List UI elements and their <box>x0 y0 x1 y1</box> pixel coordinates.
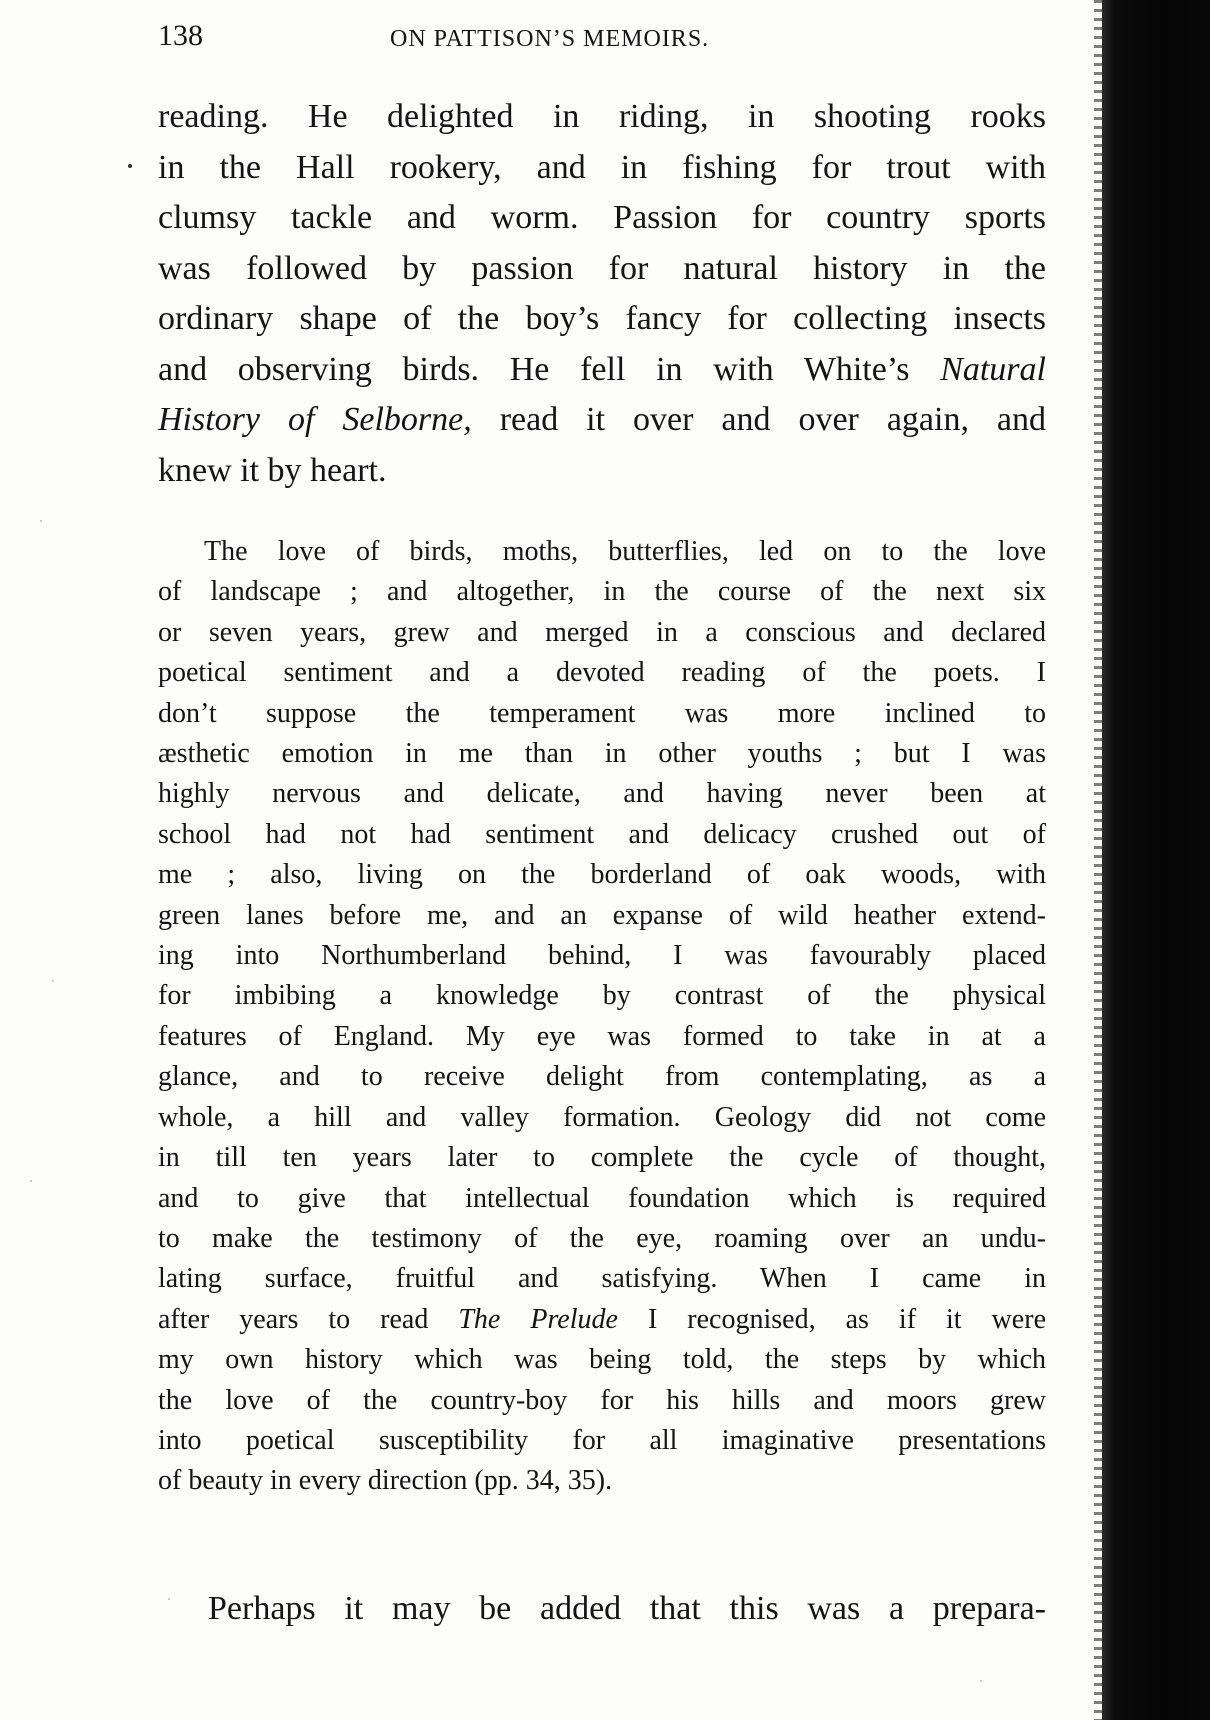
text-line: don’t suppose the temperament was more inclined to <box>158 697 1046 729</box>
text-line: features of England. My eye was formed to take in at a <box>158 1020 1046 1052</box>
paragraph-2 <box>208 1584 1046 1634</box>
text-line <box>158 345 1046 396</box>
page-number: 138 <box>158 19 203 52</box>
text-line <box>158 1300 1046 1340</box>
text-run: after years to read <box>158 1303 459 1335</box>
text-line: lating surface, fruitful and satisfying. When I came in <box>158 1263 1046 1295</box>
text-line: me ; also, living on the borderland of oak woods, with <box>158 859 1046 891</box>
text-line: whole, a hill and valley formation. Geology did not come <box>158 1101 1046 1133</box>
text-line: reading. He delighted in riding, in shooting rooks <box>158 98 1046 135</box>
text-run: read it over and over again, and <box>499 401 1046 438</box>
text-line: of landscape ; and altogether, in the course of the next six <box>158 576 1046 608</box>
paper-speck <box>40 520 42 522</box>
block-quote <box>158 532 1046 1502</box>
paper-speck <box>30 1180 32 1182</box>
text-line: æsthetic emotion in me than in other youths ; but I was <box>158 738 1046 770</box>
text-line: of beauty in every direction (pp. 34, 35). <box>158 1465 613 1497</box>
book-title-italic: Natural <box>940 350 1046 388</box>
running-title: ON PATTISON’S MEMOIRS. <box>390 26 710 52</box>
text-line: highly nervous and delicate, and having never been at <box>158 778 1046 810</box>
text-line: in the Hall rookery, and in fishing for trout with <box>158 148 1046 186</box>
text-line: my own history which was being told, the steps by which <box>158 1344 1046 1376</box>
text-line: clumsy tackle and worm. Passion for country sports <box>158 199 1046 236</box>
scan-dark-edge <box>1102 0 1210 1720</box>
text-line: for imbibing a knowledge by contrast of the physical <box>158 980 1046 1012</box>
text-line: school had not had sentiment and delicacy crushed out of <box>158 818 1046 850</box>
text-line: was followed by passion for natural history in the <box>158 249 1046 287</box>
text-line: ordinary shape of the boy’s fancy for collecting insects <box>158 300 1046 337</box>
text-run: and observing birds. He fell in with White’s <box>158 350 941 388</box>
text-line: Perhaps it may be added that this was a prepara- <box>208 1590 1046 1627</box>
text-line: to make the testimony of the eye, roaming over an undu- <box>158 1222 1046 1254</box>
paper-speck <box>980 1680 982 1682</box>
book-title-italic: History of Selborne, <box>158 401 472 438</box>
page-header <box>158 18 1058 58</box>
paper-speck <box>168 1598 170 1600</box>
text-line <box>158 395 1046 446</box>
text-line: poetical sentiment and a devoted reading of the poets. I <box>158 657 1046 689</box>
text-line: glance, and to receive delight from contemplating, as a <box>158 1061 1046 1093</box>
paragraph-1 <box>158 92 1046 496</box>
text-line: or seven years, grew and merged in a conscious and declared <box>158 616 1046 648</box>
text-line: ing into Northumberland behind, I was favourably placed <box>158 940 1046 972</box>
paper-speck <box>52 980 54 982</box>
text-line: knew it by heart. <box>158 451 387 489</box>
text-line: green lanes before me, and an expanse of wild heather extend- <box>158 899 1046 931</box>
text-line: into poetical susceptibility for all imaginative presentations <box>158 1424 1046 1456</box>
text-line: in till ten years later to complete the cycle of thought, <box>158 1142 1046 1174</box>
book-title-italic: The Prelude <box>458 1303 618 1335</box>
text-line: the love of the country-boy for his hills and moors grew <box>158 1384 1046 1416</box>
text-line: and to give that intellectual foundation which is required <box>158 1182 1046 1214</box>
text-run: I recognised, as if it were <box>647 1303 1046 1335</box>
text-line: The love of birds, moths, butterflies, led on to the love <box>204 536 1046 567</box>
margin-mark <box>128 164 132 168</box>
